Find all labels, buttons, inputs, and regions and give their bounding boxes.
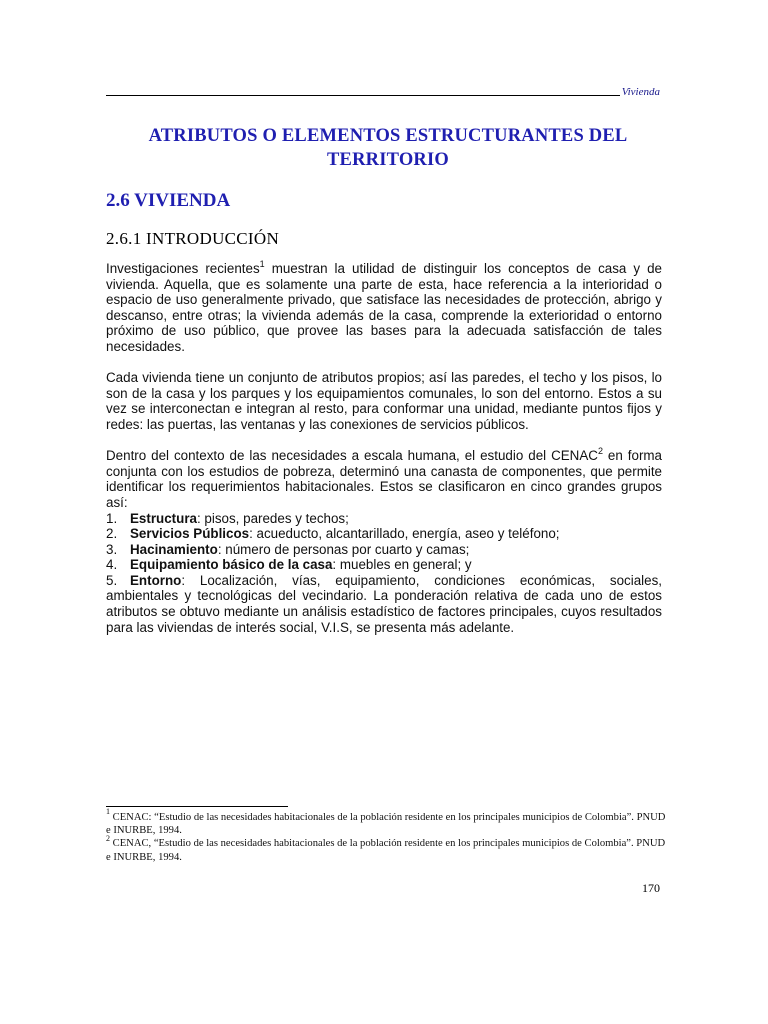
list-item-text: : muebles en general; y <box>332 557 472 573</box>
paragraph-3-text-b: en forma conjunta con los estudios de pobreza, determinó una canasta de componentes, que permite identificar los requerimientos habitacionales. Estos se clasificaron en cinco grandes grupos así: <box>106 448 662 510</box>
footnote-mark: 2 <box>106 833 110 843</box>
paragraph-1-text-b: muestran la utilidad de distinguir los conceptos de casa y de vivienda. Aquella, que es solamente una parte de esta, hace referencia a la interioridad o espacio de uso generalmente privado, que satisface las necesidades de protección, abrigo y descanso, entre otras; la vivienda además de la casa, comprende la exterioridad o entorno próximo de uso público, que provee las bases para la adecuada satisfacción de tales necesidades. <box>106 261 663 354</box>
list-item-text: : número de personas por cuarto y camas; <box>217 541 470 557</box>
header-rule <box>106 95 620 96</box>
footnote-2 <box>106 833 666 863</box>
paragraph-3-text-a: Dentro del contexto de las necesidades a escala humana, el estudio del CENAC <box>106 448 598 464</box>
body-text <box>106 258 663 635</box>
list-item-term: Hacinamiento <box>130 541 218 557</box>
list-item-term: Servicios Públicos <box>130 526 250 542</box>
document-title: ATRIBUTOS O ELEMENTOS ESTRUCTURANTES DEL TERRITORIO <box>148 126 628 170</box>
paragraph-3 <box>106 445 662 510</box>
requirements-list <box>106 511 662 636</box>
list-item-number: 5. <box>106 572 118 588</box>
list-item-term: Entorno <box>130 572 182 588</box>
footnote-mark: 1 <box>106 807 110 817</box>
list-item-term: Equipamiento básico de la casa <box>130 557 333 573</box>
footnote-separator <box>106 806 288 807</box>
footnotes <box>106 807 666 864</box>
section-heading: 2.6 VIVIENDA <box>106 190 231 211</box>
list-item-text: : Localización, vías, equipamiento, condiciones económicas, sociales, ambientales y tecnológicas del vecindario. La ponderación relativa de cada uno de estos atributos se obtuvo mediante un análisis estadístico de factores principales, cuyos resultados para las viviendas de interés social, V.I.S, se presenta más adelante. <box>106 572 662 635</box>
list-item-number: 4. <box>106 557 118 573</box>
list-item-number: 3. <box>106 541 118 557</box>
footnote-ref-1[interactable]: 1 <box>259 258 265 269</box>
subsection-heading: 2.6.1 INTRODUCCIÓN <box>106 229 280 248</box>
list-item-number: 2. <box>106 526 118 542</box>
list-item-text: : pisos, paredes y techos; <box>196 510 349 526</box>
footnote-text: CENAC: “Estudio de las necesidades habitacionales de la población residente en los principales municipios de Colombia”. PNUD e INURBE, 1994. <box>106 812 666 837</box>
list-item <box>106 557 662 573</box>
list-item <box>106 511 662 527</box>
footnote-text: CENAC, “Estudio de las necesidades habitacionales de la población residente en los principales municipios de Colombia”. PNUD e INURBE, 1994. <box>106 838 666 863</box>
page-number: 170 <box>642 881 660 895</box>
running-header <box>106 84 660 98</box>
footnote-1 <box>106 807 666 837</box>
list-item-term: Estructura <box>130 510 197 526</box>
list-item <box>106 526 662 542</box>
header-section-name: Vivienda <box>621 86 660 98</box>
paragraph-2: Cada vivienda tiene un conjunto de atributos propios; así las paredes, el techo y los pisos, lo son de la casa y los parques y los equipamientos comunales, lo son del entorno. Estos a su vez se interconectan e integran al resto, para conformar una unidad, mediante puntos fijos y redes: las puertas, las ventanas y las conexiones de servicios públicos. <box>106 370 662 432</box>
footnote-ref-2[interactable]: 2 <box>597 445 603 456</box>
list-item-text: : acueducto, alcantarillado, energía, aseo y teléfono; <box>249 526 560 542</box>
paragraph-1-text-a: Investigaciones recientes <box>106 261 260 276</box>
list-item <box>106 542 662 558</box>
list-item-number: 1. <box>106 510 118 526</box>
paragraph-1 <box>106 258 663 355</box>
list-item <box>106 573 662 635</box>
